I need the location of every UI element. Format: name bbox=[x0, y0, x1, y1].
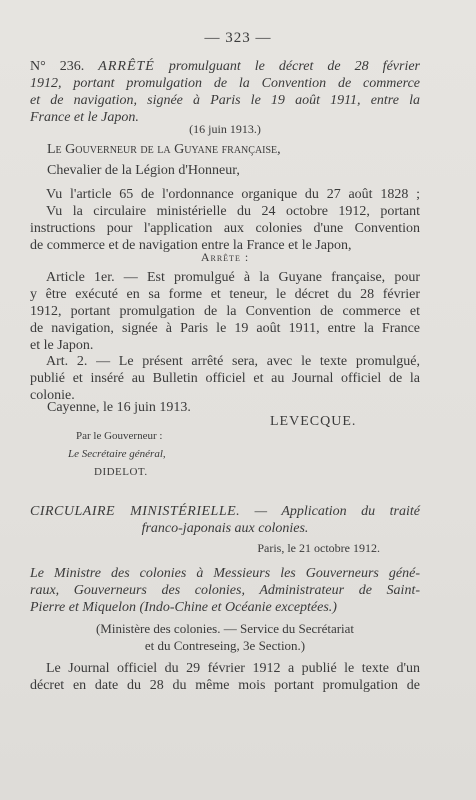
article-1-line: y être exécuté en sa forme et teneur, le décret du 28 février bbox=[30, 287, 420, 302]
article-2-line: colonie. bbox=[30, 388, 75, 403]
address-line: Pierre et Miquelon (Indo-Chine et Océanie exceptées.) bbox=[30, 600, 337, 615]
article-1-line: de navigation, signée à Paris le 19 août 1911, entre la France bbox=[30, 321, 420, 336]
circulaire-heading bbox=[30, 503, 420, 537]
governor-line-1: Le Gouverneur de la Guyane française, bbox=[47, 142, 281, 157]
article-1-line: 1912, portant promulgation de la Convention de commerce et bbox=[30, 304, 420, 319]
article-1 bbox=[30, 269, 420, 354]
circulaire-title: CIRCULAIRE MINISTÉRIELLE. bbox=[30, 504, 241, 519]
circulaire-date: Paris, le 21 octobre 1912. bbox=[257, 541, 380, 555]
body-line: décret en date du 28 du même mois portant promulgation de bbox=[30, 678, 420, 693]
body-line: Le Journal officiel du 29 février 1912 a publié le texte d'un bbox=[46, 661, 420, 676]
arrete-heading bbox=[30, 58, 420, 126]
article-2-line: publié et inséré au Bulletin officiel et au Journal officiel de la bbox=[30, 371, 420, 386]
vu-line: Vu la circulaire ministérielle du 24 octobre 1912, portant bbox=[46, 204, 420, 219]
ministere-line: et du Contreseing, 3e Section.) bbox=[144, 638, 306, 653]
address-line: Le Ministre des colonies à Messieurs les Gouverneurs géné- bbox=[30, 566, 420, 581]
vu-line: de commerce et de navigation entre la France et le Japon, bbox=[30, 238, 352, 253]
address-line: raux, Gouverneurs des colonies, Administrateur de Saint- bbox=[30, 583, 420, 598]
ministere-line: (Ministère des colonies. — Service du Secrétariat bbox=[95, 621, 355, 636]
circulaire-heading-rest: — Application du traité bbox=[254, 504, 420, 519]
arrete-heading-line-3: et de navigation, signée à Paris le 19 août 1911, entre la bbox=[30, 93, 420, 108]
arrete-title: ARRÊTÉ bbox=[98, 59, 155, 74]
ministere-block bbox=[30, 620, 420, 654]
article-2 bbox=[30, 353, 420, 404]
arrete-label: Arrête : bbox=[200, 250, 250, 264]
place-date: Cayenne, le 16 juin 1913. bbox=[47, 400, 191, 415]
arrete-heading-line-2: 1912, portant promulgation de la Convention de commerce bbox=[30, 76, 420, 91]
arrete-number: N° 236. bbox=[30, 59, 85, 74]
secretaire-title: Le Secrétaire général, bbox=[68, 448, 166, 460]
governor-line-2: Chevalier de la Légion d'Honneur, bbox=[47, 163, 240, 178]
circulaire-body bbox=[30, 660, 420, 694]
page-number: — 323 — bbox=[204, 30, 272, 46]
vu-line: instructions pour l'application aux colonies d'une Convention bbox=[30, 221, 420, 236]
arrete-heading-line-4: France et le Japon. bbox=[30, 110, 139, 125]
circulaire-address bbox=[30, 565, 420, 616]
par-le-gouverneur: Par le Gouverneur : bbox=[76, 430, 163, 442]
arrete-heading-rest: promulguant le décret de 28 février bbox=[168, 59, 420, 74]
article-1-line: Article 1er. — Est promulgué à la Guyane française, pour bbox=[46, 270, 420, 285]
circulaire-heading-line-2: franco-japonais aux colonies. bbox=[141, 521, 309, 536]
arrete-date: (16 juin 1913.) bbox=[189, 122, 261, 136]
article-1-line: et le Japon. bbox=[30, 338, 94, 353]
vu-line: Vu l'article 65 de l'ordonnance organique du 27 août 1828 ; bbox=[46, 187, 420, 202]
article-2-line: Art. 2. — Le présent arrêté sera, avec le texte promulgué, bbox=[46, 354, 420, 369]
secretaire-name: DIDELOT. bbox=[94, 466, 148, 478]
governor-signature: LEVECQUE. bbox=[270, 414, 357, 429]
vu-block bbox=[30, 186, 420, 254]
